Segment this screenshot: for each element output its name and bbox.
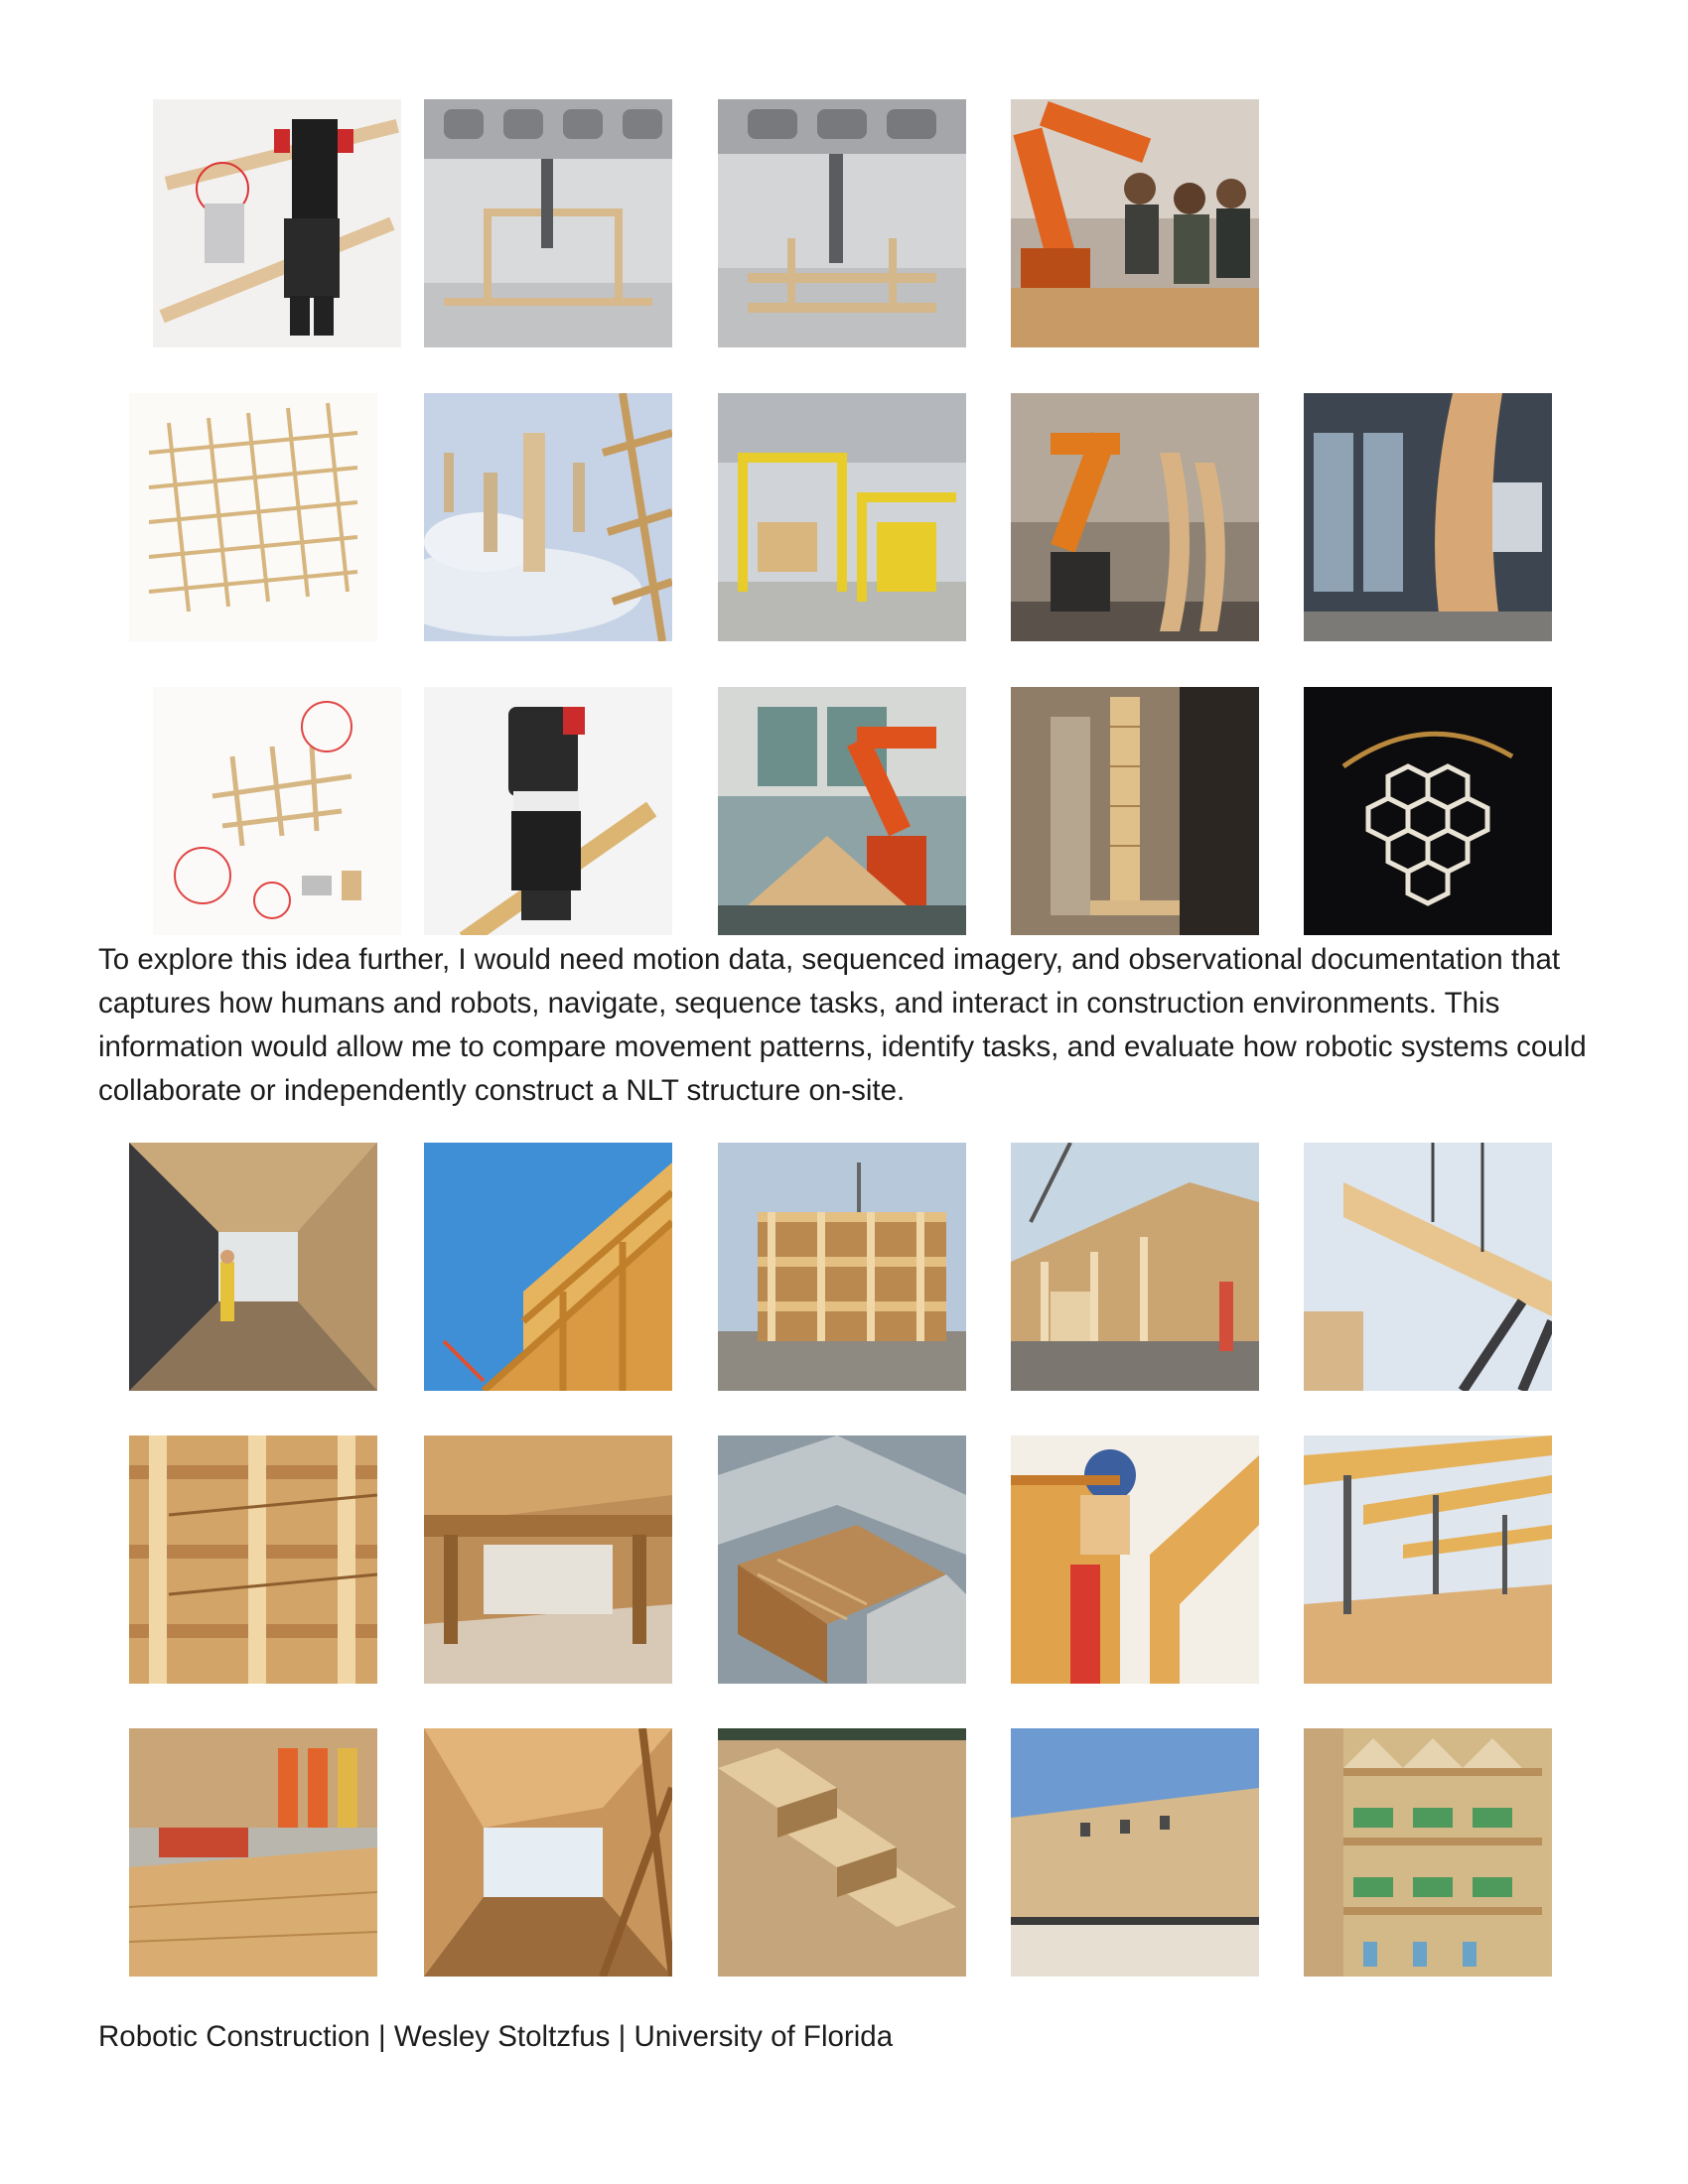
image-clt-panels-site	[129, 1728, 377, 1977]
image-crane-timber-panel	[1011, 1143, 1259, 1391]
image-timber-beams-deck	[1304, 1435, 1552, 1684]
image-curved-timber-column	[1304, 393, 1552, 641]
image-timber-facade-building	[1011, 1728, 1259, 1977]
image-clt-modules-assembly	[718, 1728, 966, 1977]
image-crane-lifting-beam	[1304, 1143, 1552, 1391]
image-dowel-lattice-model	[129, 393, 377, 641]
image-orange-robot-timber-model	[718, 687, 966, 935]
image-worker-timber-interior	[129, 1143, 377, 1391]
image-timber-node-diagram	[153, 687, 401, 935]
image-timber-interior-corridor	[424, 1728, 672, 1977]
image-aerial-timber-site	[718, 1435, 966, 1684]
image-robot-lab-timber-frame	[424, 99, 672, 347]
footer-credit: Robotic Construction | Wesley Stoltzfus | University of Florida	[98, 2020, 894, 2053]
body-paragraph: To explore this idea further, I would need motion data, sequenced imagery, and observational documentation that captures how humans and robots, navigate, sequence tasks, and interact in construction environments. This information would allow me to compare movement patterns, identify tasks, and evaluate how robotic systems could collaborate or independently construct a NLT structure on-site.	[98, 943, 1587, 1107]
image-robot-gripper-holding-dowel	[424, 687, 672, 935]
image-timber-building-construction	[718, 1143, 966, 1391]
image-worker-timber-joint	[1011, 1435, 1259, 1684]
image-timber-housing-balconies	[1304, 1728, 1552, 1977]
image-timber-ceiling-interior	[424, 1435, 672, 1684]
image-hexagonal-timber-structure	[1304, 687, 1552, 935]
image-timber-frame-sky	[424, 1143, 672, 1391]
image-robotic-gripper-dowels	[153, 99, 401, 347]
image-tall-timber-installation	[1011, 687, 1259, 935]
image-yellow-gantry-robots	[718, 393, 966, 641]
image-orange-robot-curved-timber	[1011, 393, 1259, 641]
image-robot-lab-assembly	[718, 99, 966, 347]
image-timber-floors-balconies	[129, 1435, 377, 1684]
image-timber-towers-in-clouds	[424, 393, 672, 641]
image-workers-with-orange-robot	[1011, 99, 1259, 347]
